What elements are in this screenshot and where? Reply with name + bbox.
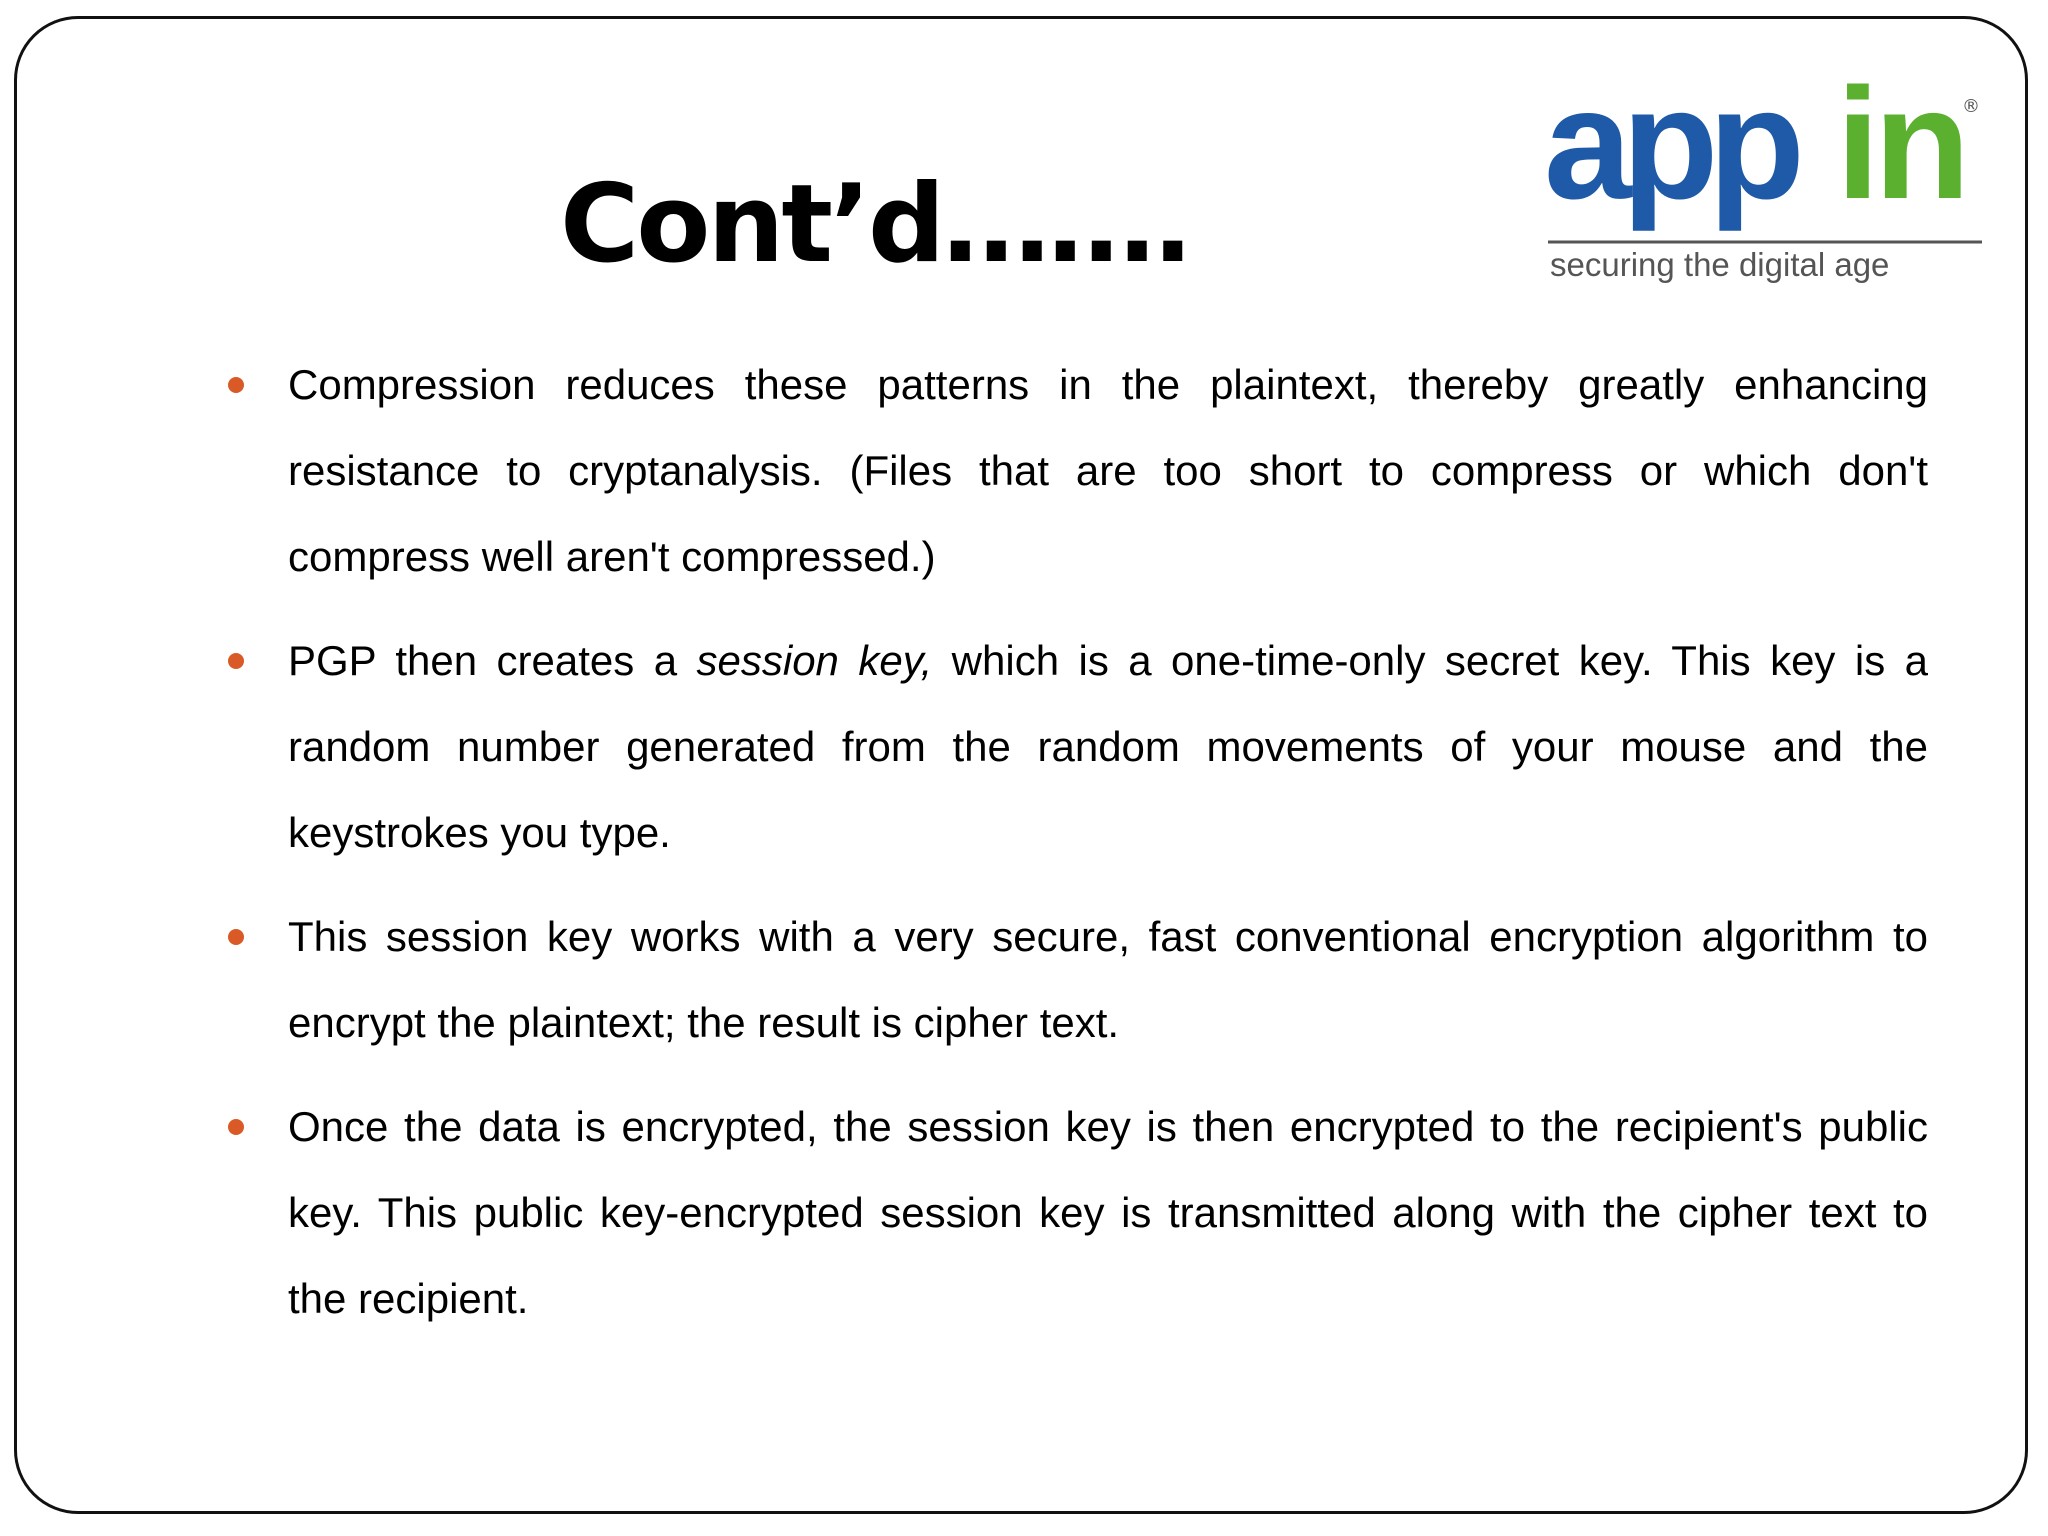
appin-logo-icon xyxy=(1540,50,1990,290)
bullet-item xyxy=(222,618,1928,876)
logo-registered-mark: ® xyxy=(1962,96,1980,117)
bullet-text xyxy=(288,618,1928,876)
bullet-text-after: which is a one-time-only secret key. This key is a random number generated from the random movements of your mouse and the keystrokes you type. xyxy=(288,637,1928,856)
bullet-text: Compression reduces these patterns in the plaintext, thereby greatly enhancing resistance to cryptanalysis. (Files that are too short to compress or which don't compress well aren't compressed.) xyxy=(288,361,1928,580)
logo-tagline: securing the digital age xyxy=(1550,246,1890,283)
appin-logo xyxy=(1540,50,1990,290)
bullet-list xyxy=(222,342,1928,1360)
bullet-item xyxy=(222,1084,1928,1342)
bullet-item xyxy=(222,342,1928,600)
bullet-item xyxy=(222,894,1928,1066)
bullet-dot-icon xyxy=(228,653,244,669)
logo-wordmark-green: in xyxy=(1836,56,1965,232)
bullet-text-before: PGP then creates a xyxy=(288,637,697,684)
bullet-text: Once the data is encrypted, the session key is then encrypted to the recipient's public key. This public key-encrypted session key is transmitted along with the cipher text to the recipient. xyxy=(288,1103,1928,1322)
bullet-dot-icon xyxy=(228,929,244,945)
bullet-text-emphasis: session key, xyxy=(696,637,933,684)
slide-title: Cont’d……. xyxy=(560,162,1191,287)
bullet-text: This session key works with a very secure, fast conventional encryption algorithm to encrypt the plaintext; the result is cipher text. xyxy=(288,913,1928,1046)
bullet-dot-icon xyxy=(228,377,244,393)
logo-wordmark-blue: app xyxy=(1544,56,1795,232)
bullet-dot-icon xyxy=(228,1119,244,1135)
